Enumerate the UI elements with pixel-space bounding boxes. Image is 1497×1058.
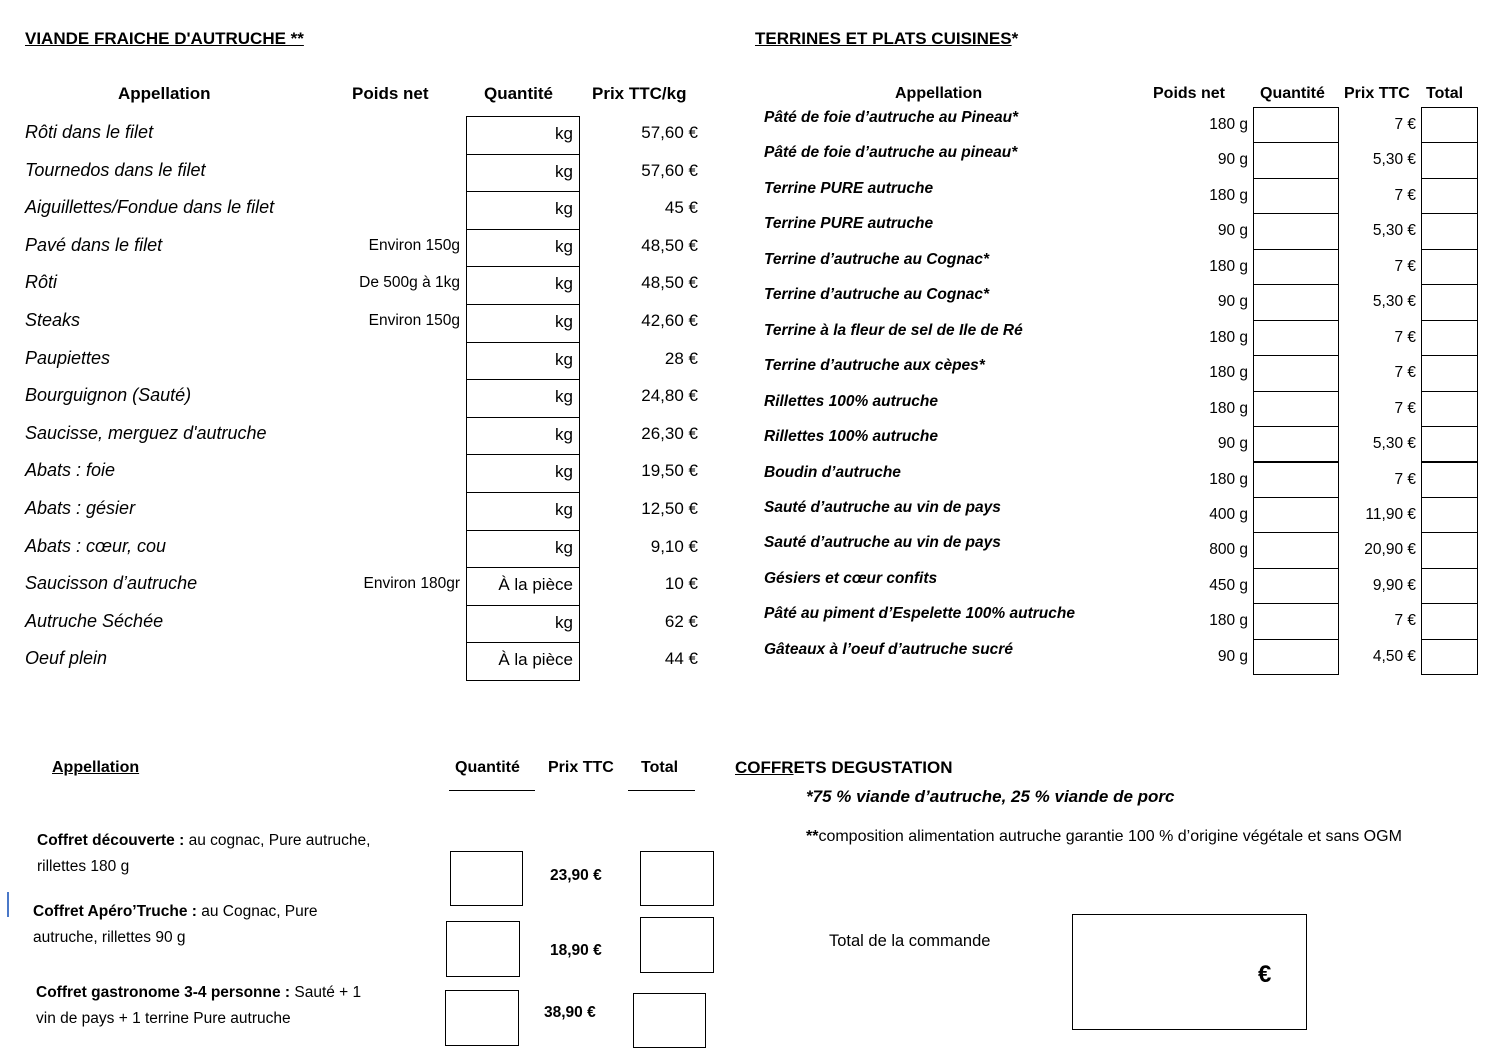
viande-row-quantite-input[interactable] bbox=[466, 116, 580, 155]
viande-row-prix: 26,30 € bbox=[641, 423, 698, 443]
viande-row-name: Autruche Séchée bbox=[25, 610, 164, 631]
terrines-row-total-box[interactable] bbox=[1421, 532, 1478, 568]
terrines-row-prix: 7 € bbox=[1394, 399, 1416, 417]
terrines-row-poids: 90 g bbox=[1217, 435, 1248, 453]
terrines-title-suffix: * bbox=[1011, 29, 1019, 48]
terrines-row-prix: 7 € bbox=[1394, 364, 1416, 382]
viande-row-quantite-input[interactable] bbox=[466, 417, 580, 456]
terrines-row-quantite-input[interactable] bbox=[1253, 497, 1339, 533]
terrines-row-prix: 9,90 € bbox=[1372, 576, 1416, 594]
terrines-title-wrap bbox=[755, 29, 1018, 49]
viande-row-name: Steaks bbox=[25, 310, 81, 330]
viande-row-quantite-input[interactable] bbox=[466, 567, 580, 606]
viande-row-quantite-input[interactable] bbox=[466, 229, 580, 268]
terrines-row-poids: 90 g bbox=[1217, 647, 1248, 665]
coffrets-header-quantite: Quantité bbox=[455, 759, 520, 776]
viande-row-unit: kg bbox=[555, 462, 573, 482]
viande-row-name: Pavé dans le filet bbox=[25, 234, 163, 255]
coffret-apero-prix: 18,90 € bbox=[550, 942, 602, 959]
terrines-row-poids: 180 g bbox=[1209, 470, 1248, 488]
terrines-row-total-box[interactable] bbox=[1421, 355, 1478, 391]
terrines-row-total-box[interactable] bbox=[1421, 391, 1478, 427]
terrines-row-name: Sauté d’autruche au vin de pays bbox=[764, 498, 1001, 516]
text-cursor bbox=[7, 892, 9, 917]
terrines-row-name: Pâté de foie d’autruche au Pineau* bbox=[764, 109, 1019, 126]
coffret-gastronome-name: Coffret gastronome 3-4 personne : bbox=[36, 984, 295, 1001]
terrines-row-poids: 90 g bbox=[1217, 222, 1248, 240]
coffret-apero-total-box[interactable] bbox=[640, 917, 714, 973]
viande-row-unit: kg bbox=[555, 312, 573, 331]
viande-row-prix: 62 € bbox=[664, 611, 698, 631]
terrines-row-poids: 180 g bbox=[1209, 116, 1248, 133]
viande-row-name: Saucisse, merguez d'autruche bbox=[25, 422, 267, 443]
terrines-row-quantite-input[interactable] bbox=[1253, 178, 1339, 214]
coffret-apero-name: Coffret Apéro’Truche : bbox=[33, 903, 202, 920]
terrines-row-prix: 4,50 € bbox=[1372, 647, 1416, 665]
terrines-row-poids: 90 g bbox=[1217, 151, 1248, 169]
terrines-row-prix: 7 € bbox=[1394, 612, 1416, 630]
viande-row-name: Abats : cœur, cou bbox=[25, 535, 167, 556]
terrines-row-total-box[interactable] bbox=[1421, 603, 1478, 639]
viande-header-quantite: Quantité bbox=[484, 84, 553, 103]
terrines-row-name: Terrine d’autruche au Cognac* bbox=[764, 250, 990, 268]
terrines-row-prix: 5,30 € bbox=[1372, 222, 1416, 240]
terrines-row-name: Terrine d’autruche aux cèpes* bbox=[764, 357, 985, 375]
terrines-row-poids: 400 g bbox=[1209, 505, 1248, 523]
viande-row-unit: À la pièce bbox=[498, 575, 573, 595]
viande-row-quantite-input[interactable] bbox=[466, 454, 580, 493]
terrines-row-total-box[interactable] bbox=[1421, 107, 1478, 143]
terrines-row-quantite-input[interactable] bbox=[1253, 426, 1339, 462]
coffrets-title bbox=[735, 758, 953, 778]
terrines-header-poids: Poids net bbox=[1153, 85, 1226, 102]
viande-row-quantite-input[interactable] bbox=[466, 605, 580, 644]
terrines-row-total-box[interactable] bbox=[1421, 284, 1478, 320]
terrines-row-name: Terrine à la fleur de sel de Ile de Ré bbox=[764, 321, 1023, 339]
total-commande-currency: € bbox=[1258, 961, 1272, 988]
viande-row-unit: kg bbox=[555, 387, 573, 407]
viande-row-unit: kg bbox=[555, 161, 573, 181]
viande-row-quantite-input[interactable] bbox=[466, 191, 580, 230]
terrines-row-total-box[interactable] bbox=[1421, 426, 1478, 462]
viande-row-name: Paupiettes bbox=[25, 347, 111, 368]
coffret-gastronome-line1: Sauté + 1 bbox=[294, 984, 362, 1001]
viande-row-prix: 9,10 € bbox=[650, 536, 698, 556]
terrines-row-name: Terrine PURE autruche bbox=[764, 179, 934, 197]
viande-row-quantite-input[interactable] bbox=[466, 342, 580, 381]
coffret-apero-label bbox=[33, 899, 423, 951]
coffret-decouverte-line2: rillettes 180 g bbox=[37, 858, 130, 875]
viande-row-unit: kg bbox=[555, 424, 573, 444]
terrines-row-quantite-input[interactable] bbox=[1253, 320, 1339, 356]
terrines-row-name: Sauté d’autruche au vin de pays bbox=[764, 534, 1001, 552]
terrines-row-prix: 11,90 € bbox=[1365, 505, 1416, 523]
coffret-apero-quantite-input[interactable] bbox=[446, 921, 520, 977]
viande-row-name: Rôti bbox=[25, 272, 58, 293]
viande-row-prix: 48,50 € bbox=[641, 273, 698, 293]
terrines-row-total-box[interactable] bbox=[1421, 213, 1478, 249]
terrines-row-prix: 7 € bbox=[1394, 257, 1416, 275]
terrines-row-poids: 180 g bbox=[1209, 186, 1248, 204]
viande-row-quantite-input[interactable] bbox=[466, 379, 580, 418]
terrines-row-poids: 90 g bbox=[1217, 293, 1248, 311]
terrines-row-quantite-input[interactable] bbox=[1253, 249, 1339, 285]
coffret-gastronome-total-box[interactable] bbox=[633, 993, 706, 1048]
viande-header-appellation: Appellation bbox=[118, 84, 211, 103]
viande-row-prix: 48,50 € bbox=[641, 235, 698, 255]
terrines-row-poids: 450 g bbox=[1209, 576, 1248, 594]
viande-row-quantite-input[interactable] bbox=[466, 492, 580, 531]
viande-row-name: Bourguignon (Sauté) bbox=[25, 385, 192, 406]
coffret-decouverte-name: Coffret découverte : bbox=[37, 832, 189, 849]
total-commande-label: Total de la commande bbox=[829, 932, 991, 950]
viande-row-unit: kg bbox=[555, 612, 573, 632]
viande-row-prix: 28 € bbox=[664, 348, 698, 368]
total-commande-box[interactable] bbox=[1072, 914, 1307, 1030]
terrines-row-prix: 5,30 € bbox=[1372, 151, 1416, 169]
terrines-row-quantite-input[interactable] bbox=[1253, 355, 1339, 391]
terrines-row-prix: 7 € bbox=[1394, 186, 1416, 204]
terrines-row-prix: 7 € bbox=[1394, 116, 1416, 133]
coffret-gastronome-line2: vin de pays + 1 terrine Pure autruche bbox=[36, 1010, 291, 1027]
viande-row-prix: 57,60 € bbox=[641, 160, 698, 180]
terrines-row-total-box[interactable] bbox=[1421, 178, 1478, 214]
terrines-row-name: Rillettes 100% autruche bbox=[764, 428, 939, 446]
note-alimentation bbox=[806, 828, 1402, 846]
terrines-row-name: Pâté de foie d’autruche au pineau* bbox=[764, 144, 1018, 162]
viande-row-unit: kg bbox=[555, 349, 573, 369]
viande-row-prix: 10 € bbox=[664, 574, 698, 594]
terrines-row-total-box[interactable] bbox=[1421, 142, 1478, 178]
terrines-row-name: Gâteaux à l’oeuf d’autruche sucré bbox=[764, 640, 1013, 658]
terrines-row-total-box[interactable] bbox=[1421, 497, 1478, 533]
terrines-row-total-box[interactable] bbox=[1421, 462, 1478, 498]
coffret-apero-line2: autruche, rillettes 90 g bbox=[33, 929, 186, 946]
terrines-row-total-box[interactable] bbox=[1421, 249, 1478, 285]
terrines-row-name: Gésiers et cœur confits bbox=[764, 569, 938, 587]
viande-row-name: Rôti dans le filet bbox=[25, 122, 154, 142]
terrines-title: TERRINES ET PLATS CUISINES bbox=[755, 29, 1012, 48]
coffrets-title-underlined: COFFR bbox=[735, 758, 794, 777]
viande-row-quantite-input[interactable] bbox=[466, 154, 580, 193]
terrines-row-quantite-input[interactable] bbox=[1253, 568, 1339, 604]
terrines-row-quantite-input[interactable] bbox=[1253, 462, 1339, 498]
viande-row-name: Aiguillettes/Fondue dans le filet bbox=[25, 197, 275, 218]
terrines-row-poids: 180 g bbox=[1209, 612, 1248, 630]
terrines-row-poids: 180 g bbox=[1209, 364, 1248, 382]
terrines-header-quantite: Quantité bbox=[1260, 85, 1325, 102]
viande-row-prix: 12,50 € bbox=[641, 499, 698, 518]
viande-row-unit: kg bbox=[555, 236, 573, 256]
viande-title: VIANDE FRAICHE D'AUTRUCHE ** bbox=[25, 29, 304, 48]
viande-row-prix: 44 € bbox=[664, 649, 698, 669]
coffret-gastronome-quantite-input[interactable] bbox=[445, 990, 519, 1046]
coffret-decouverte-total-box[interactable] bbox=[640, 851, 714, 906]
viande-row-name: Abats : foie bbox=[25, 460, 116, 481]
terrines-row-prix: 7 € bbox=[1394, 328, 1416, 346]
coffrets-header-prix: Prix TTC bbox=[548, 759, 614, 776]
viande-row-unit: kg bbox=[555, 274, 573, 294]
coffret-gastronome-label bbox=[36, 980, 436, 1032]
viande-row-quantite-input[interactable] bbox=[466, 642, 580, 681]
viande-row-name: Oeuf plein bbox=[25, 648, 108, 669]
terrines-row-quantite-input[interactable] bbox=[1253, 284, 1339, 320]
viande-row-unit: kg bbox=[555, 199, 573, 219]
terrines-row-quantite-input[interactable] bbox=[1253, 603, 1339, 639]
terrines-row-prix: 7 € bbox=[1394, 470, 1416, 488]
terrines-row-quantite-input[interactable] bbox=[1253, 107, 1339, 143]
viande-row-poids: Environ 180gr bbox=[363, 575, 460, 593]
viande-row-name: Saucisson d’autruche bbox=[25, 573, 198, 594]
terrines-row-total-box[interactable] bbox=[1421, 320, 1478, 356]
coffret-decouverte-quantite-input[interactable] bbox=[450, 851, 523, 906]
coffret-decouverte-label bbox=[37, 828, 427, 880]
terrines-header-total: Total bbox=[1426, 85, 1464, 102]
viande-row-poids: Environ 150g bbox=[368, 236, 460, 254]
terrines-row-name: Pâté au piment d’Espelette 100% autruche bbox=[764, 605, 1075, 623]
terrines-header-prix: Prix TTC bbox=[1344, 85, 1410, 102]
quantite-underline bbox=[449, 790, 535, 791]
terrines-row-name: Rillettes 100% autruche bbox=[764, 392, 939, 410]
viande-row-name: Abats : gésier bbox=[25, 498, 136, 518]
terrines-row-quantite-input[interactable] bbox=[1253, 142, 1339, 178]
terrines-row-name: Boudin d’autruche bbox=[764, 463, 901, 481]
terrines-row-poids: 800 g bbox=[1209, 541, 1248, 559]
coffret-apero-line1: au Cognac, Pure bbox=[201, 903, 318, 920]
viande-row-unit: kg bbox=[555, 537, 573, 557]
coffret-decouverte-prix: 23,90 € bbox=[550, 867, 602, 884]
terrines-row-total-box[interactable] bbox=[1421, 639, 1478, 675]
viande-header-prix: Prix TTC/kg bbox=[592, 84, 687, 103]
note-alimentation-text: composition alimentation autruche garantie 100 % d’origine végétale et sans OGM bbox=[818, 828, 1402, 845]
viande-row-name: Tournedos dans le filet bbox=[25, 159, 206, 180]
terrines-row-prix: 20,90 € bbox=[1364, 541, 1416, 559]
terrines-row-name: Terrine PURE autruche bbox=[764, 215, 934, 233]
terrines-row-poids: 180 g bbox=[1209, 328, 1248, 346]
terrines-row-poids: 180 g bbox=[1209, 399, 1248, 417]
terrines-row-prix: 5,30 € bbox=[1372, 435, 1416, 453]
total-underline bbox=[628, 790, 695, 791]
coffret-gastronome-prix: 38,90 € bbox=[544, 1004, 596, 1021]
note-porc: *75 % viande d’autruche, 25 % viande de porc bbox=[806, 787, 1175, 806]
terrines-row-prix: 5,30 € bbox=[1372, 293, 1416, 311]
terrines-row-quantite-input[interactable] bbox=[1253, 391, 1339, 427]
terrines-row-quantite-input[interactable] bbox=[1253, 213, 1339, 249]
viande-row-prix: 42,60 € bbox=[641, 311, 698, 330]
terrines-row-quantite-input[interactable] bbox=[1253, 639, 1339, 675]
viande-header-poids: Poids net bbox=[352, 84, 429, 103]
note-alimentation-star: ** bbox=[806, 828, 819, 845]
viande-row-quantite-input[interactable] bbox=[466, 266, 580, 305]
terrines-row-poids: 180 g bbox=[1209, 257, 1248, 275]
coffret-decouverte-line1: au cognac, Pure autruche, bbox=[188, 832, 371, 849]
coffrets-title-rest: ETS DEGUSTATION bbox=[793, 758, 953, 777]
terrines-row-name: Terrine d’autruche au Cognac* bbox=[764, 286, 990, 304]
viande-row-prix: 57,60 € bbox=[641, 123, 698, 142]
viande-row-quantite-input[interactable] bbox=[466, 530, 580, 569]
viande-row-poids: Environ 150g bbox=[368, 312, 460, 329]
viande-row-prix: 19,50 € bbox=[641, 461, 698, 481]
terrines-header-appellation: Appellation bbox=[895, 85, 983, 102]
viande-row-unit: kg bbox=[555, 500, 573, 519]
terrines-row-quantite-input[interactable] bbox=[1253, 532, 1339, 568]
viande-row-prix: 24,80 € bbox=[641, 386, 698, 406]
viande-row-unit: À la pièce bbox=[498, 650, 573, 670]
coffrets-header-total: Total bbox=[641, 759, 679, 776]
terrines-row-total-box[interactable] bbox=[1421, 568, 1478, 604]
viande-row-unit: kg bbox=[555, 124, 573, 143]
viande-row-quantite-input[interactable] bbox=[466, 304, 580, 343]
viande-row-poids: De 500g à 1kg bbox=[359, 274, 460, 292]
coffrets-header-appellation: Appellation bbox=[52, 759, 140, 776]
viande-row-prix: 45 € bbox=[664, 198, 698, 218]
